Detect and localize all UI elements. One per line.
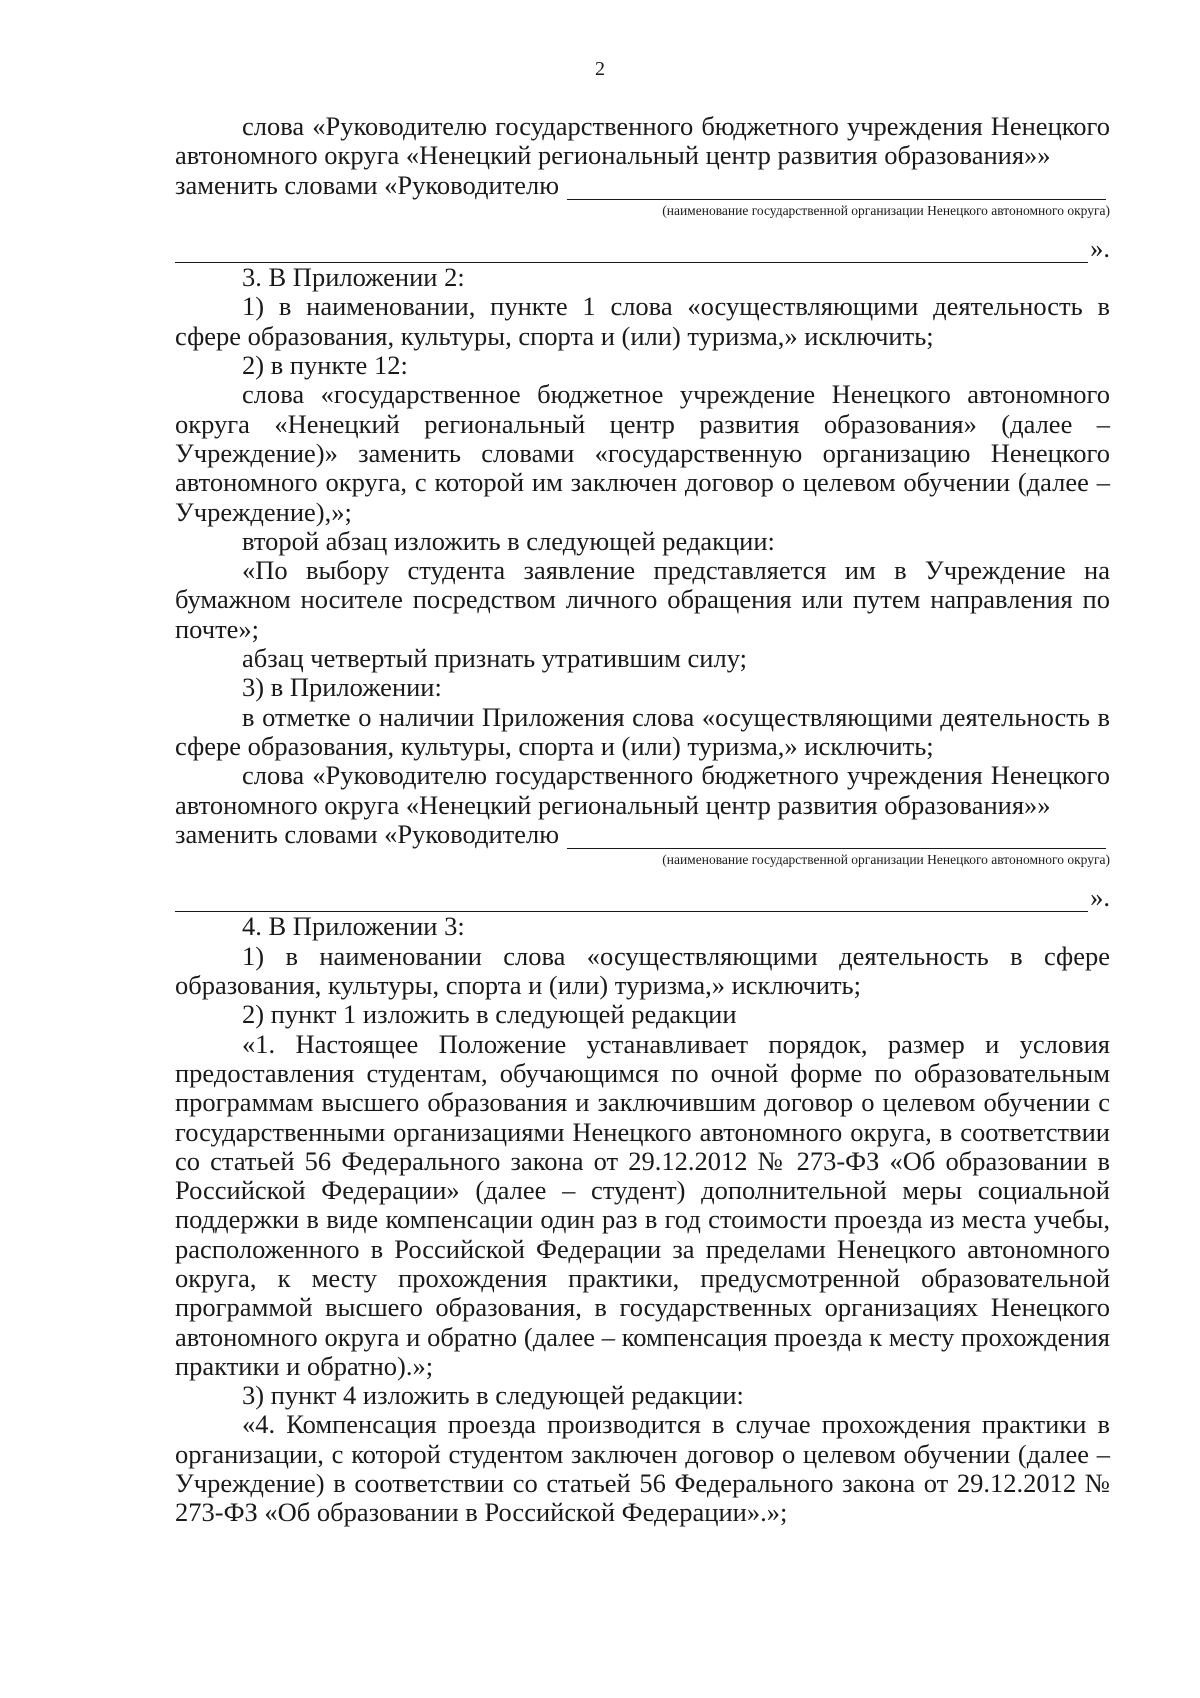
paragraph-3-2a: слова «государственное бюджетное учреждение Ненецкого автономного округа «Ненецкий региональный центр развития образования» (далее – Учреждение)» заменить словами «государственную организацию Ненецкого автономного округа, с которой им заключен договор о целевом обучении (далее – Учреждение),»; xyxy=(175,379,1110,527)
paragraph-3-2d: абзац четвертый признать утратившим силу; xyxy=(242,643,747,674)
fill-line-2-end xyxy=(175,883,1110,912)
blank-caption: (наименование государственной организации Ненецкого автономного округа) xyxy=(662,852,1110,868)
document-body xyxy=(175,112,1110,1528)
paragraph-replacement-lead-2: слова «Руководителю государственного бюджетного учреждения Ненецкого автономного округа «Ненецкий региональный центр развития образования»» xyxy=(175,760,1110,820)
fill-line-2 xyxy=(175,820,1110,849)
replacement-block-1 xyxy=(175,112,1110,263)
fill-line-1-end xyxy=(175,234,1110,263)
paragraph-3-3: 3) в Приложении: xyxy=(242,672,442,703)
blank-line xyxy=(175,240,1088,263)
fill-line-1 xyxy=(175,171,1110,200)
paragraph-3-1: 1) в наименовании, пункте 1 слова «осуществляющими деятельность в сфере образования, культуры, спорта и (или) туризма,» исключить; xyxy=(175,291,1110,351)
paragraph-4-3: 3) пункт 4 изложить в следующей редакции: xyxy=(242,1380,744,1411)
page-number: 2 xyxy=(595,58,605,80)
blank-line xyxy=(567,826,1106,849)
replacement-block-2 xyxy=(175,761,1110,912)
closing-quote: ». xyxy=(1090,882,1110,913)
blank-line xyxy=(567,177,1106,200)
paragraph-4-2: 2) пункт 1 изложить в следующей редакции xyxy=(242,999,737,1030)
paragraph-4-2a: «1. Настоящее Положение устанавливает порядок, размер и условия предоставления студентам, обучающимся по очной форме по образовательным программам высшего образования и заключившим договор о целевом обучении с государственными организациями Ненецкого автономного округа, в соответствии со статьей 56 Федерального закона от 29.12.2012 № 273-ФЗ «Об образовании в Российской Федерации» (далее – студент) дополнительной меры социальной поддержки в виде компенсации один раз в год стоимости проезда из места учебы, расположенного в Российской Федерации за пределами Ненецкого автономного округа, к месту прохождения практики, предусмотренной образовательной программой высшего образования, в государственных организациях Ненецкого автономного округа и обратно (далее – компенсация проезда к месту прохождения практики и обратно).»; xyxy=(175,1028,1110,1381)
paragraph-section-3: 3. В Приложении 2: xyxy=(242,262,465,293)
paragraph-3-2c: «По выбору студента заявление представляется им в Учреждение на бумажном носителе посредством личного обращения или путем направления по почте»; xyxy=(175,555,1110,644)
paragraph-3-2: 2) в пункте 12: xyxy=(242,350,408,381)
fill-line-label: заменить словами «Руководителю xyxy=(175,169,560,200)
closing-quote: ». xyxy=(1090,232,1110,263)
paragraph-section-4: 4. В Приложении 3: xyxy=(242,911,465,942)
paragraph-replacement-lead-1: слова «Руководителю государственного бюджетного учреждения Ненецкого автономного округа «Ненецкий региональный центр развития образования»» xyxy=(175,111,1110,171)
blank-caption: (наименование государственной организации Ненецкого автономного округа) xyxy=(662,202,1110,218)
paragraph-4-3a: «4. Компенсация проезда производится в случае прохождения практики в организации, с которой студентом заключен договор о целевом обучении (далее – Учреждение) в соответствии со статьей 56 Федерального закона от 29.12.2012 № 273-ФЗ «Об образовании в Российской Федерации».»; xyxy=(175,1409,1110,1528)
paragraph-3-3a: в отметке о наличии Приложения слова «осуществляющими деятельность в сфере образования, культуры, спорта и (или) туризма,» исключить; xyxy=(175,701,1110,761)
paragraph-4-1: 1) в наименовании слова «осуществляющими деятельность в сфере образования, культуры, спорта и (или) туризма,» исключить; xyxy=(175,940,1110,1001)
paragraph-3-2b: второй абзац изложить в следующей редакции: xyxy=(242,525,775,556)
fill-line-label: заменить словами «Руководителю xyxy=(175,818,560,849)
blank-line xyxy=(175,889,1088,912)
